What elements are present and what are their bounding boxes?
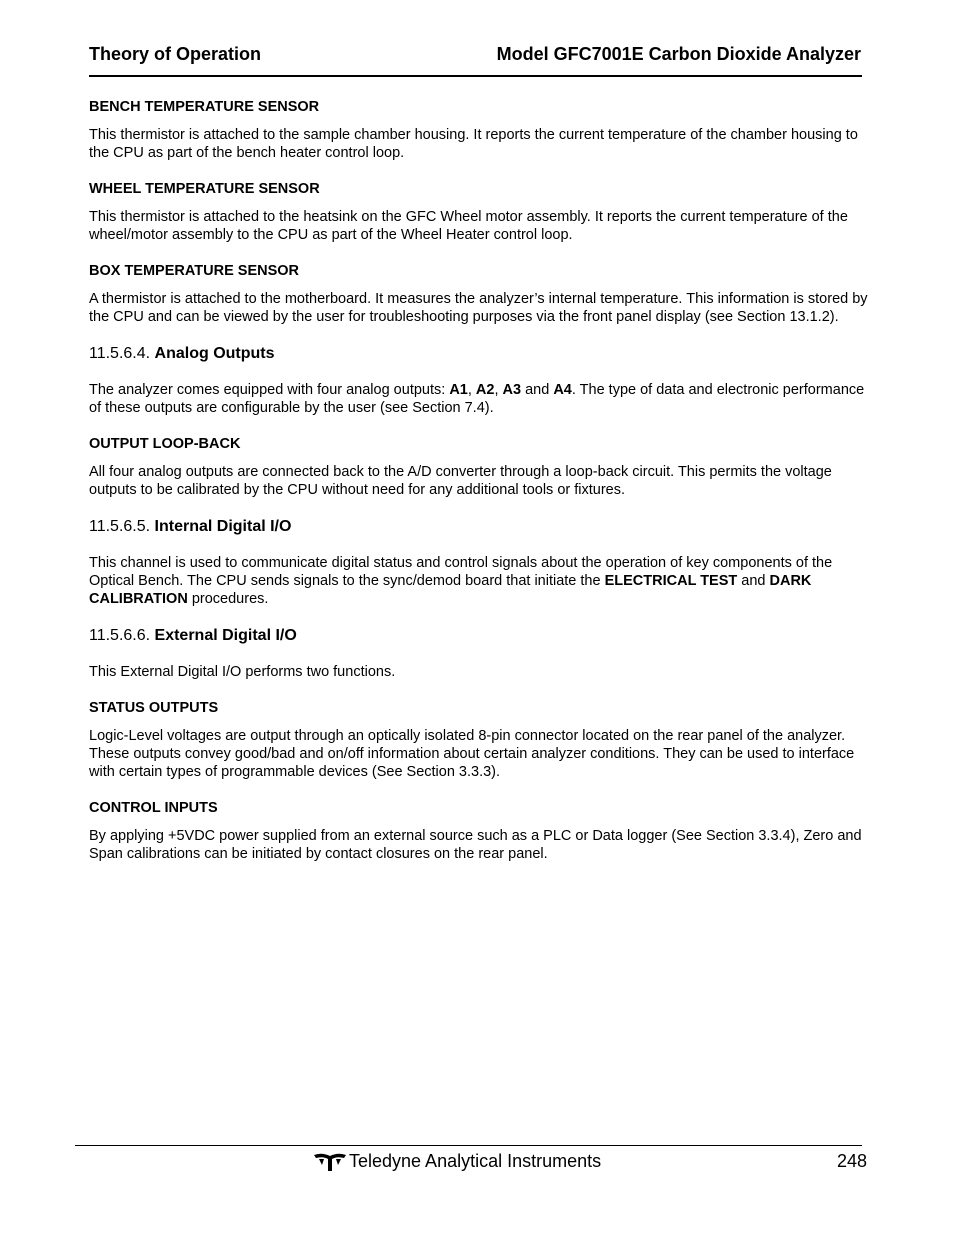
analog-text-pre: The analyzer comes equipped with four analog outputs:: [89, 382, 450, 398]
analog-output-a3: A3: [502, 382, 522, 398]
wheel-sensor-heading: WHEEL TEMPERATURE SENSOR: [89, 181, 320, 197]
external-io-section: [89, 626, 869, 681]
header-section-title: Theory of Operation: [89, 44, 262, 64]
analog-sep: and: [521, 382, 554, 398]
analog-output-a2: A2: [475, 382, 495, 398]
box-sensor-heading: BOX TEMPERATURE SENSOR: [89, 263, 300, 279]
analog-outputs-heading: [89, 344, 869, 364]
footer-company-name: Teledyne Analytical Instruments: [349, 1151, 602, 1171]
external-io-text: This External Digital I/O performs two functions.: [89, 664, 396, 680]
analog-text-post: . The type of data and electronic performance of these outputs are configurable by the user (see Section 7.4).: [89, 382, 865, 416]
wheel-sensor-section: [89, 180, 869, 244]
internal-io-title: Internal Digital I/O: [154, 518, 292, 535]
status-outputs-heading: STATUS OUTPUTS: [89, 700, 219, 716]
control-inputs-text: By applying +5VDC power supplied from an external source such as a PLC or Data logger (See Section 3.3.4), Zero and Span calibrations can be initiated by contact closures on the rear panel.: [89, 828, 862, 862]
status-outputs-section: [89, 699, 869, 781]
footer-divider: [75, 1145, 862, 1146]
analog-outputs-title: Analog Outputs: [154, 345, 275, 362]
external-io-title: External Digital I/O: [154, 627, 297, 644]
internal-io-text: [89, 554, 869, 608]
external-io-heading: [89, 626, 869, 646]
internal-text-mid: and: [737, 573, 770, 589]
dark-calibration-label: DARK CALIBRATION: [89, 573, 812, 607]
status-outputs-text: Logic-Level voltages are output through an optically isolated 8-pin connector located on the rear panel of the analyzer. These outputs convey good/bad and on/off information about certain analyzer conditions. They can be used to interface with certain types of programmable devices (See Section 3.3.3).: [89, 728, 855, 780]
internal-text-pre: This channel is used to communicate digital status and control signals about the operation of key components of the Optical Bench. The CPU sends signals to the sync/demod board that initiate the: [89, 555, 833, 589]
header-divider: [89, 75, 862, 77]
loopback-section: [89, 435, 869, 499]
bench-sensor-text: This thermistor is attached to the sample chamber housing. It reports the current temperature of the chamber housing to the CPU as part of the bench heater control loop.: [89, 127, 858, 161]
internal-text-post: procedures.: [187, 591, 269, 607]
analog-output-a4: A4: [553, 382, 572, 398]
external-io-number: 11.5.6.6.: [89, 627, 155, 644]
page-number: 248: [836, 1151, 867, 1171]
analog-outputs-number: 11.5.6.4.: [89, 345, 155, 362]
wheel-sensor-text: This thermistor is attached to the heatsink on the GFC Wheel motor assembly. It reports the current temperature of the wheel/motor assembly to the CPU as part of the Wheel Heater control loop.: [89, 209, 848, 243]
page-footer: [0, 1150, 954, 1176]
analog-outputs-text: [89, 381, 869, 417]
loopback-heading: OUTPUT LOOP-BACK: [89, 436, 241, 452]
box-sensor-section: [89, 262, 869, 326]
internal-io-heading: [89, 517, 869, 537]
page-header: [89, 44, 861, 66]
internal-io-section: [89, 517, 869, 608]
header-model-title: Model GFC7001E Carbon Dioxide Analyzer: [496, 44, 861, 64]
analog-outputs-section: [89, 344, 869, 417]
bench-sensor-heading: BENCH TEMPERATURE SENSOR: [89, 99, 320, 115]
control-inputs-heading: CONTROL INPUTS: [89, 800, 218, 816]
control-inputs-section: [89, 799, 869, 863]
internal-io-number: 11.5.6.5.: [89, 518, 155, 535]
electrical-test-label: ELECTRICAL TEST: [604, 573, 738, 589]
analog-output-a1: A1: [449, 382, 468, 398]
analog-sep: ,: [467, 382, 476, 398]
box-sensor-text: A thermistor is attached to the motherboard. It measures the analyzer’s internal temperature. This information is stored by the CPU and can be viewed by the user for troubleshooting purposes via the front panel display (see Section 13.1.2).: [89, 291, 868, 325]
analog-sep: ,: [494, 382, 503, 398]
bench-sensor-section: [89, 98, 869, 162]
teledyne-logo-icon: [313, 1152, 347, 1177]
loopback-text: All four analog outputs are connected back to the A/D converter through a loop-back circuit. This permits the voltage outputs to be calibrated by the CPU without need for any additional tools or fixtures.: [89, 464, 832, 498]
page-content: [89, 98, 869, 863]
